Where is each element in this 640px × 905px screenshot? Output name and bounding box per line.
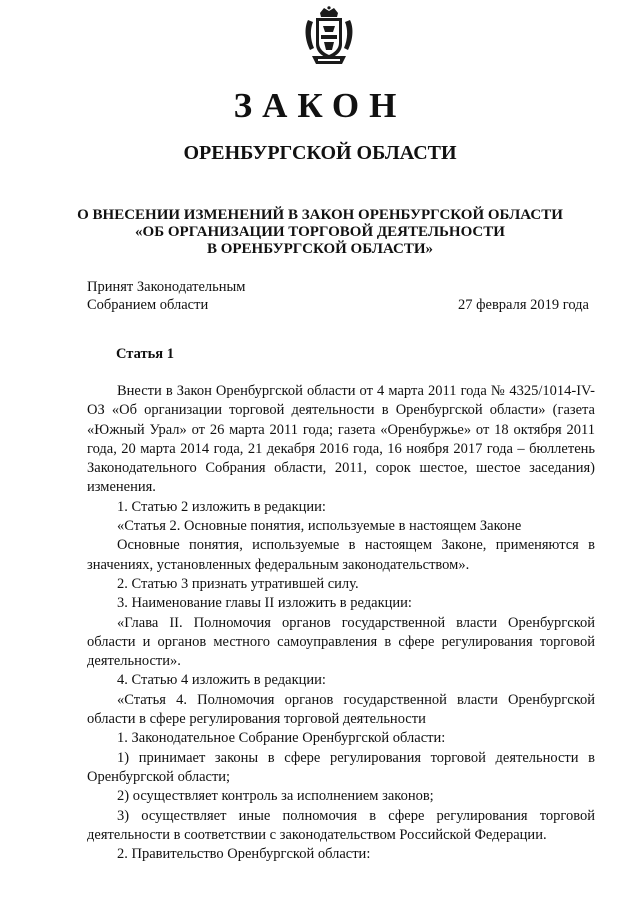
paragraph: Основные понятия, используемые в настоящем Законе, применяются в значениях, установленных федеральным законодательством». bbox=[87, 537, 595, 573]
paragraph: Внести в Закон Оренбургской области от 4 марта 2011 года № 4325/1014-IV-ОЗ «Об организации торговой деятельности в Оренбургской области» (газета «Южный Урал» от 26 марта 2011 года; газета «Оренбуржье» от 18 октября 2011 года, 20 марта 2014 года, 21 декабря 2016 года, 16 ноября 2017 года – бюллетень Законодательного Собрания области, 2011, сорок шестое, шестое заседания) изменения. bbox=[87, 383, 595, 496]
paragraph: 1) принимает законы в сфере регулирования торговой деятельности в Оренбургской области; bbox=[87, 749, 595, 785]
adoption-date: 27 февраля 2019 года bbox=[457, 297, 589, 313]
law-subject bbox=[60, 207, 580, 258]
article-heading: Статья 1 bbox=[116, 346, 174, 362]
paragraph: «Статья 4. Полномочия органов государственной власти Оренбургской области в сфере регулирования торговой деятельности bbox=[87, 691, 595, 728]
paragraph: 1. Статью 2 изложить в редакции: bbox=[117, 498, 326, 515]
paragraph: 2) осуществляет контроль за исполнением законов; bbox=[117, 788, 434, 805]
paragraph: 3) осуществляет иные полномочия в сфере регулирования торговой деятельности в соответствии с законодательством Российской Федерации. bbox=[87, 807, 595, 843]
article-body bbox=[87, 382, 595, 864]
paragraph: «Глава II. Полномочия органов государственной власти Оренбургской области и органов местного самоуправления в сфере регулирования торговой деятельности». bbox=[87, 614, 595, 670]
paragraph: 3. Наименование главы II изложить в редакции: bbox=[117, 595, 412, 612]
region-title: ОРЕНБУРГСКОЙ ОБЛАСТИ bbox=[183, 142, 457, 164]
adoption-line: Собранием области bbox=[87, 297, 209, 313]
subject-line: В ОРЕНБУРГСКОЙ ОБЛАСТИ» bbox=[206, 241, 434, 257]
paragraph: 4. Статью 4 изложить в редакции: bbox=[117, 672, 326, 689]
paragraph: 1. Законодательное Собрание Оренбургской области: bbox=[117, 730, 446, 747]
law-title: ЗАКОН bbox=[233, 86, 407, 125]
coat-of-arms-icon bbox=[302, 6, 356, 66]
paragraph: 2. Статью 3 признать утратившей силу. bbox=[117, 575, 359, 592]
paragraph: «Статья 2. Основные понятия, используемые в настоящем Законе bbox=[117, 518, 522, 535]
adoption-note bbox=[87, 278, 245, 314]
subject-line: «ОБ ОРГАНИЗАЦИИ ТОРГОВОЙ ДЕЯТЕЛЬНОСТИ bbox=[135, 224, 505, 240]
subject-line: О ВНЕСЕНИИ ИЗМЕНЕНИЙ В ЗАКОН ОРЕНБУРГСКОЙ ОБЛАСТИ bbox=[77, 207, 563, 223]
adoption-line: Принят Законодательным bbox=[87, 279, 246, 295]
paragraph: 2. Правительство Оренбургской области: bbox=[117, 846, 371, 863]
